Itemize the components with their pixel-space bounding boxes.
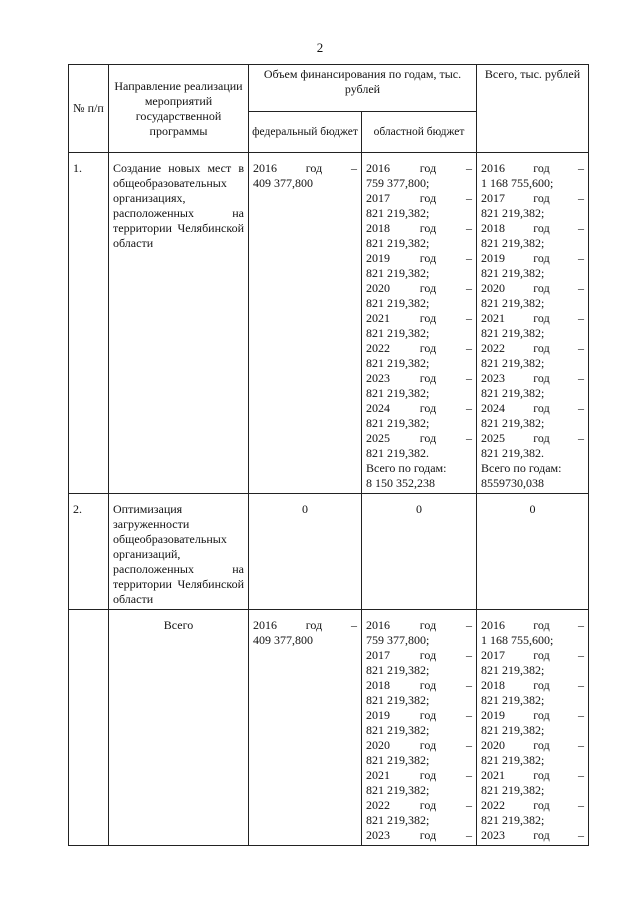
year-year: 2022 [481, 341, 505, 355]
year-word: год [533, 768, 550, 782]
row-1-direction-text: Создание новых мест в общеобразовательных организациях, расположенных на территории Челябинской области [113, 161, 244, 250]
financing-table [68, 64, 589, 846]
year-word: год [533, 281, 550, 295]
year-entry [366, 161, 472, 176]
year-dash: – [350, 618, 357, 632]
year-word: год [419, 768, 437, 782]
year-value: 821 219,382; [366, 356, 430, 370]
year-dash: – [465, 798, 472, 812]
year-year: 2021 [481, 768, 505, 782]
year-value: 821 219,382; [366, 266, 430, 280]
row-2-direction-text: Оптимизация загруженности общеобразовательных организаций, расположенных на территории Челябинской области [113, 502, 244, 606]
year-year: 2021 [366, 311, 390, 325]
year-entry [481, 401, 584, 416]
year-value: 821 219,382; [366, 386, 430, 400]
year-word: год [419, 371, 437, 385]
year-year: 2016 [366, 618, 390, 632]
year-word: год [533, 708, 550, 722]
year-value: 821 219,382; [481, 356, 545, 370]
year-entry [366, 221, 472, 236]
year-year: 2019 [366, 251, 390, 265]
row-total-label: Всего [163, 618, 194, 632]
row-1-regional-total-value: 8 150 352,238 [366, 476, 435, 490]
row-1-regional-total-label: Всего по годам: [366, 461, 447, 475]
row-2-total-value: 0 [529, 502, 536, 516]
year-entry [481, 221, 584, 236]
year-entry [481, 251, 584, 266]
year-value: 821 219,382; [366, 236, 430, 250]
year-dash: – [577, 618, 584, 632]
year-year: 2023 [366, 828, 390, 842]
year-entry [366, 311, 472, 326]
year-value: 821 219,382; [366, 723, 430, 737]
year-dash: – [465, 311, 472, 325]
year-value: 821 219,382; [366, 206, 430, 220]
year-dash: – [577, 341, 584, 355]
year-year: 2017 [481, 191, 505, 205]
year-year: 2016 [253, 618, 277, 632]
year-word: год [533, 251, 550, 265]
year-dash: – [577, 738, 584, 752]
year-word: год [533, 221, 550, 235]
year-value: 821 219,382. [481, 446, 544, 460]
year-word: год [305, 618, 323, 632]
year-value: 821 219,382; [481, 416, 545, 430]
year-value: 821 219,382; [481, 266, 545, 280]
year-entry [481, 281, 584, 296]
row-2-total [477, 494, 589, 610]
row-2 [69, 494, 589, 610]
year-value: 821 219,382. [366, 446, 429, 460]
year-word: год [419, 401, 437, 415]
year-word: год [419, 708, 437, 722]
year-year: 2022 [366, 798, 390, 812]
year-year: 2023 [366, 371, 390, 385]
year-dash: – [465, 708, 472, 722]
year-value: 1 168 755,600; [481, 176, 554, 190]
page-number: 2 [316, 40, 324, 55]
year-dash: – [577, 311, 584, 325]
year-entry [481, 311, 584, 326]
year-entry [366, 708, 472, 723]
row-1-regional [362, 153, 477, 494]
year-entry [481, 798, 584, 813]
row-total [69, 610, 589, 846]
year-dash: – [577, 768, 584, 782]
year-year: 2025 [481, 431, 505, 445]
year-value: 409 377,800 [253, 176, 313, 190]
year-dash: – [577, 281, 584, 295]
year-year: 2023 [481, 371, 505, 385]
year-dash: – [577, 678, 584, 692]
row-2-direction [109, 494, 249, 610]
row-2-num-text: 2. [73, 502, 82, 516]
year-value: 821 219,382; [481, 236, 545, 250]
year-entry [366, 371, 472, 386]
year-dash: – [465, 738, 472, 752]
header-federal: федеральный бюджет [249, 112, 362, 153]
year-dash: – [577, 431, 584, 445]
year-dash: – [465, 768, 472, 782]
year-value: 821 219,382; [366, 663, 430, 677]
year-word: год [419, 618, 437, 632]
year-entry [253, 618, 357, 633]
year-year: 2022 [366, 341, 390, 355]
year-entry [481, 828, 584, 843]
header-direction: Направление реализации мероприятий государственной программы [109, 65, 249, 153]
year-dash: – [465, 341, 472, 355]
year-year: 2019 [481, 251, 505, 265]
row-1-total-total-label: Всего по годам: [481, 461, 562, 475]
year-entry [481, 708, 584, 723]
year-year: 2016 [481, 618, 505, 632]
year-year: 2017 [481, 648, 505, 662]
row-1-num [69, 153, 109, 494]
row-2-federal-value: 0 [302, 502, 308, 516]
year-value: 821 219,382; [366, 326, 430, 340]
year-word: год [419, 251, 437, 265]
year-value: 409 377,800 [253, 633, 313, 647]
year-value: 821 219,382; [366, 416, 430, 430]
year-word: год [419, 221, 437, 235]
year-word: год [533, 401, 550, 415]
year-value: 821 219,382; [366, 296, 430, 310]
year-dash: – [350, 161, 357, 175]
year-dash: – [577, 221, 584, 235]
year-entry [481, 341, 584, 356]
year-entry [366, 618, 472, 633]
year-dash: – [577, 191, 584, 205]
year-word: год [533, 311, 550, 325]
year-entry [481, 738, 584, 753]
year-word: год [419, 648, 437, 662]
header-row-1 [69, 65, 589, 112]
year-value: 821 219,382; [481, 723, 545, 737]
row-1-num-text: 1. [73, 161, 82, 175]
header-regional: областной бюджет [362, 112, 477, 153]
row-2-num [69, 494, 109, 610]
year-entry [366, 828, 472, 843]
year-word: год [533, 161, 550, 175]
year-entry [481, 191, 584, 206]
year-entry [481, 678, 584, 693]
year-year: 2018 [366, 221, 390, 235]
year-word: год [533, 371, 550, 385]
year-year: 2019 [481, 708, 505, 722]
year-entry [366, 798, 472, 813]
year-value: 1 168 755,600; [481, 633, 554, 647]
year-word: год [533, 738, 550, 752]
year-dash: – [465, 191, 472, 205]
year-value: 821 219,382; [481, 693, 545, 707]
year-word: год [419, 828, 437, 842]
row-2-regional-value: 0 [416, 502, 422, 516]
year-value: 759 377,800; [366, 633, 430, 647]
year-entry [366, 431, 472, 446]
year-year: 2020 [366, 281, 390, 295]
row-total-total [477, 610, 589, 846]
year-entry [366, 768, 472, 783]
year-year: 2021 [366, 768, 390, 782]
year-value: 821 219,382; [481, 296, 545, 310]
row-1 [69, 153, 589, 494]
row-1-direction [109, 153, 249, 494]
year-value: 821 219,382; [366, 783, 430, 797]
year-word: год [419, 311, 437, 325]
year-word: год [419, 678, 437, 692]
year-dash: – [465, 221, 472, 235]
year-year: 2020 [481, 281, 505, 295]
year-word: год [533, 798, 550, 812]
row-1-federal [249, 153, 362, 494]
year-entry [481, 768, 584, 783]
row-total-regional [362, 610, 477, 846]
row-2-regional [362, 494, 477, 610]
year-value: 821 219,382; [481, 326, 545, 340]
year-entry [366, 738, 472, 753]
year-word: год [533, 828, 550, 842]
year-entry [366, 341, 472, 356]
year-dash: – [577, 648, 584, 662]
year-dash: – [577, 401, 584, 415]
year-dash: – [465, 648, 472, 662]
year-entry [253, 161, 357, 176]
year-dash: – [577, 161, 584, 175]
year-year: 2019 [366, 708, 390, 722]
year-year: 2017 [366, 191, 390, 205]
year-entry [366, 251, 472, 266]
year-year: 2020 [366, 738, 390, 752]
year-word: год [533, 431, 550, 445]
header-total: Всего, тыс. рублей [477, 65, 589, 153]
row-total-direction [109, 610, 249, 846]
year-year: 2024 [481, 401, 505, 415]
year-value: 821 219,382; [481, 753, 545, 767]
year-dash: – [465, 828, 472, 842]
year-dash: – [465, 618, 472, 632]
year-year: 2024 [366, 401, 390, 415]
year-year: 2025 [366, 431, 390, 445]
year-year: 2018 [481, 221, 505, 235]
year-entry [366, 191, 472, 206]
year-word: год [533, 648, 550, 662]
year-word: год [419, 341, 437, 355]
year-entry [366, 648, 472, 663]
year-year: 2016 [253, 161, 277, 175]
header-num: № п/п [69, 65, 109, 153]
year-year: 2018 [366, 678, 390, 692]
year-dash: – [465, 251, 472, 265]
year-value: 821 219,382; [481, 663, 545, 677]
year-dash: – [465, 431, 472, 445]
year-dash: – [577, 708, 584, 722]
year-entry [366, 401, 472, 416]
year-word: год [419, 191, 437, 205]
year-entry [481, 648, 584, 663]
year-dash: – [465, 678, 472, 692]
year-year: 2023 [481, 828, 505, 842]
year-dash: – [465, 281, 472, 295]
year-word: год [533, 678, 550, 692]
year-year: 2021 [481, 311, 505, 325]
year-value: 821 219,382; [481, 206, 545, 220]
year-dash: – [465, 401, 472, 415]
year-word: год [533, 341, 550, 355]
year-entry [481, 431, 584, 446]
year-value: 821 219,382; [481, 386, 545, 400]
header-financing: Объем финансирования по годам, тыс. рублей [249, 65, 477, 112]
year-year: 2022 [481, 798, 505, 812]
year-entry [366, 678, 472, 693]
row-total-num [69, 610, 109, 846]
year-value: 821 219,382; [481, 813, 545, 827]
row-total-federal [249, 610, 362, 846]
year-dash: – [577, 828, 584, 842]
year-year: 2018 [481, 678, 505, 692]
year-year: 2016 [481, 161, 505, 175]
year-dash: – [577, 371, 584, 385]
row-2-federal [249, 494, 362, 610]
year-value: 821 219,382; [366, 813, 430, 827]
year-word: год [419, 738, 437, 752]
year-dash: – [577, 251, 584, 265]
year-word: год [305, 161, 323, 175]
year-word: год [419, 281, 437, 295]
year-entry [481, 161, 584, 176]
year-entry [481, 371, 584, 386]
year-entry [366, 281, 472, 296]
year-year: 2020 [481, 738, 505, 752]
row-1-total-total-value: 8559730,038 [481, 476, 544, 490]
year-word: год [533, 618, 550, 632]
year-dash: – [465, 371, 472, 385]
year-entry [481, 618, 584, 633]
year-word: год [419, 798, 437, 812]
year-dash: – [465, 161, 472, 175]
year-year: 2017 [366, 648, 390, 662]
year-word: год [419, 161, 437, 175]
year-word: год [419, 431, 437, 445]
year-year: 2016 [366, 161, 390, 175]
row-1-total [477, 153, 589, 494]
year-value: 821 219,382; [481, 783, 545, 797]
year-value: 759 377,800; [366, 176, 430, 190]
year-value: 821 219,382; [366, 693, 430, 707]
year-dash: – [577, 798, 584, 812]
year-word: год [533, 191, 550, 205]
year-value: 821 219,382; [366, 753, 430, 767]
